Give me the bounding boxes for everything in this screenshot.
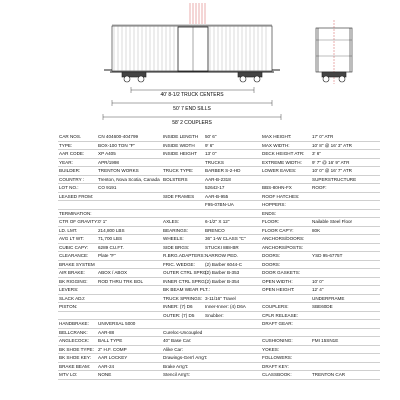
- spec-value: [311, 328, 380, 337]
- spec-value: [311, 209, 380, 218]
- spec-value: BOX-100 TON "F": [97, 141, 162, 150]
- spec-label: ENDS:: [261, 209, 311, 218]
- spec-value: 17' 0" ATR: [311, 133, 380, 141]
- spec-value: 50' 6": [204, 133, 261, 141]
- spec-label: AAR CODE:: [58, 150, 97, 159]
- spec-value: YSD 95-6775T: [311, 252, 380, 261]
- spec-label: SLACK ADJ:: [58, 294, 97, 303]
- spec-value: ABOX / ABOX: [97, 269, 162, 278]
- spec-value: AAR-24: [97, 362, 162, 371]
- spec-label: [261, 175, 311, 184]
- spec-value: 2" H.F. COMP: [97, 345, 162, 354]
- spec-value: AAR-B-955: [204, 192, 261, 201]
- spec-value: 71,700 LBS: [97, 235, 162, 244]
- spec-label: AXLES:: [162, 218, 204, 227]
- spec-value: (2) Barber B-353: [204, 269, 261, 278]
- spec-row: [58, 133, 380, 141]
- spec-value: SBE60DE: [311, 303, 380, 312]
- spec-label: SIDE FRAMES: [162, 192, 204, 201]
- spec-label: INSIDE HEIGHT: [162, 150, 204, 159]
- spec-label: [162, 201, 204, 210]
- spec-label: OPEN WIDTH:: [261, 277, 311, 286]
- spec-value: [311, 201, 380, 210]
- spec-value: 12' 4": [311, 286, 380, 295]
- spec-value: AAR-88: [97, 328, 162, 337]
- spec-label: FRIC. WEDGE:: [162, 260, 204, 269]
- spec-label: BBS-80HN-FX: [261, 184, 311, 193]
- spec-value: Inner-Inner: (4) D6A: [204, 303, 261, 312]
- spec-value: F95-07BN-UA: [204, 201, 261, 210]
- spec-label: COUPLERS:: [261, 303, 311, 312]
- spec-value: CN 404600-404799: [97, 133, 162, 141]
- spec-value: 214,800 LBS: [97, 226, 162, 235]
- spec-row: [58, 184, 380, 193]
- spec-value: [97, 192, 162, 201]
- spec-row: [58, 277, 380, 286]
- spec-label: FLOOR CAP'Y:: [261, 226, 311, 235]
- spec-row: [58, 286, 380, 295]
- side-elevation: [104, 25, 280, 82]
- spec-label: 40" Base Car:: [162, 337, 204, 346]
- spec-value: 10' 0": [311, 277, 380, 286]
- spec-label: DRAFT GEAR:: [261, 320, 311, 329]
- spec-value: [97, 311, 162, 320]
- spec-row: [58, 252, 380, 261]
- spec-label: ANGLECOCK:: [58, 337, 97, 346]
- spec-label: BK BEAM WEAR PLT.:: [163, 287, 210, 292]
- spec-value: [204, 320, 261, 329]
- spec-label: EXTREME WIDTH:: [261, 158, 311, 167]
- spec-label: Brake Arrg't:: [162, 362, 204, 371]
- spec-row: [58, 303, 380, 312]
- spec-label: [162, 209, 204, 218]
- spec-row: [58, 201, 380, 210]
- spec-label: LEASED FROM:: [58, 192, 97, 201]
- spec-label: INNER CTRL SPRG:: [163, 278, 206, 284]
- spec-label: Stencil Arrg't:: [162, 371, 204, 380]
- spec-label: INSIDE WIDTH: [162, 141, 204, 150]
- spec-value: 52642-17: [204, 184, 261, 193]
- spec-label: [58, 311, 97, 320]
- spec-value: XP A405: [97, 150, 162, 159]
- spec-label: Alike Car:: [162, 345, 204, 354]
- spec-label: BK SHOE KEY:: [58, 354, 97, 363]
- spec-label: DOOR GASKETS:: [261, 269, 311, 278]
- spec-label: BRAKE SYSTEM: [58, 260, 97, 269]
- spec-value: TRENTON WORKS: [97, 167, 162, 176]
- spec-row: [58, 320, 380, 329]
- spec-label: CAR NOS.: [58, 133, 97, 141]
- spec-label: [162, 158, 204, 167]
- spec-label: AIR BRAKE:: [58, 269, 97, 278]
- spec-label: MTV LO:: [58, 371, 97, 380]
- spec-label: HANDBRAKE:: [58, 320, 97, 329]
- spec-value: [97, 209, 162, 218]
- spec-label: BOLSTERS: [162, 175, 204, 184]
- spec-value: [311, 354, 380, 363]
- spec-label: BEARINGS:: [162, 226, 204, 235]
- spec-row: [58, 226, 380, 235]
- spec-label: WHEELS:: [162, 235, 204, 244]
- spec-value: ROD THRU TRK BOL: [97, 277, 162, 286]
- end-sills-label: 50' 7 END SILLS: [173, 106, 211, 112]
- spec-value: 9' 7" @ 16' 9" ATR: [311, 158, 380, 167]
- spec-value: [97, 303, 162, 312]
- spec-label: DOORS:: [261, 252, 311, 261]
- spec-value: 3-11/16" Travel: [204, 294, 261, 303]
- spec-value: [311, 243, 380, 252]
- spec-row: [58, 371, 380, 380]
- spec-label: OUTER CTRL SPRG:: [163, 270, 208, 275]
- spec-label: ROOF HATCHES:: [261, 192, 311, 201]
- spec-value: Plate "F": [97, 252, 162, 261]
- spec-value: 6-1/2" X 12": [204, 218, 261, 227]
- spec-label: DRAFT KEY:: [261, 362, 311, 371]
- spec-row: [58, 192, 380, 201]
- spec-value: NONE: [97, 371, 162, 380]
- spec-label: DOORS:: [261, 260, 311, 269]
- spec-label: CUBIC CAPY:: [58, 243, 97, 252]
- spec-row: [58, 167, 380, 176]
- spec-value: 10' 8" @ 16' 3" ATR: [311, 141, 380, 150]
- spec-value: [311, 269, 380, 278]
- spec-label: LOT NO.:: [58, 184, 97, 193]
- spec-row: [58, 311, 380, 320]
- spec-value: AAR-B-2318: [204, 175, 261, 184]
- truck-right: [238, 72, 262, 82]
- spec-label: ANCHORS/POSTS:: [261, 243, 311, 252]
- spec-value: (2) Barber B-354: [204, 277, 261, 286]
- spec-label: LD. LMT.: [58, 226, 97, 235]
- spec-value: TRENTON CAR: [311, 371, 380, 380]
- spec-label: HOPPERS:: [261, 201, 311, 210]
- spec-value: [204, 371, 261, 380]
- spec-label: TRUCK TYPE:: [162, 167, 204, 176]
- spec-value: [204, 209, 261, 218]
- spec-value: STUCKI 888-BR: [204, 243, 261, 252]
- spec-value: 13' 0": [204, 150, 261, 159]
- spec-row: [58, 141, 380, 150]
- spec-label: CLASSBOOK:: [261, 371, 311, 380]
- spec-value: TRUCKS: [204, 158, 261, 167]
- spec-label: CTR OF GRAVITY:: [59, 219, 99, 224]
- spec-value: [97, 294, 162, 303]
- spec-label: Cureloc-Uncoupled: [163, 329, 203, 335]
- spec-value: [204, 286, 261, 295]
- spec-value: [204, 328, 261, 337]
- spec-row: [58, 345, 380, 354]
- spec-label: FOLLOWERS:: [261, 354, 311, 363]
- spec-label: BK RIGGING:: [58, 277, 97, 286]
- spec-value: [311, 320, 380, 329]
- spec-value: FMI 15SN1E: [311, 337, 380, 346]
- spec-label: ANCHORS/DOORS:: [261, 235, 311, 244]
- spec-value: 9' 6": [204, 141, 261, 150]
- spec-value: [311, 192, 380, 201]
- spec-label: [261, 328, 311, 337]
- spec-label: BELLCRANK:: [58, 328, 97, 337]
- spec-row: [58, 354, 380, 363]
- spec-label: R.BRG.ADAPTERS:: [163, 253, 205, 258]
- spec-row: [58, 362, 380, 371]
- spec-value: (2) Barber 6044-C: [204, 260, 261, 269]
- spec-label: AVG LT WT:: [58, 235, 97, 244]
- spec-label: BRAKE BEAM:: [58, 362, 97, 371]
- spec-value: CO 9191: [97, 184, 162, 193]
- couplers-label: 58' 2 COUPLERS: [172, 120, 212, 126]
- spec-value: UNDERFRAME: [311, 294, 380, 303]
- spec-value: AAR LOCKEY: [97, 354, 162, 363]
- spec-label: [261, 294, 311, 303]
- spec-label: OUTER: (7) D5: [162, 311, 204, 320]
- spec-value: Trenton, Nova Scotia, Canada: [97, 175, 162, 184]
- spec-label: FLOOR:: [261, 218, 311, 227]
- spec-label: TERMINATION:: [58, 209, 97, 218]
- spec-value: BALL TYPE: [97, 337, 162, 346]
- spec-label: TRUCK SPRINGS:: [163, 295, 203, 301]
- spec-value: NARROW PED.: [204, 252, 261, 261]
- spec-value: 3' 6": [311, 150, 380, 159]
- spec-value: [97, 260, 162, 269]
- spec-row: [58, 235, 380, 244]
- spec-label: OPEN HEIGHT:: [261, 286, 311, 295]
- spec-label: CLEARANCE:: [58, 252, 97, 261]
- spec-label: INNER: (7) D6: [162, 303, 204, 312]
- spec-label: YOKES:: [261, 345, 311, 354]
- truck-centers-label: 40' 8-1/2 TRUCK CENTERS: [160, 92, 224, 98]
- spec-label: PISTON:: [58, 303, 97, 312]
- spec-label: YEAR:: [58, 158, 97, 167]
- spec-label: BK SHOE TYPE:: [58, 345, 97, 354]
- spec-value: [204, 337, 261, 346]
- spec-row: [58, 243, 380, 252]
- spec-row: [58, 260, 380, 269]
- spec-value: Snubber:: [204, 311, 261, 320]
- spec-value: SUPERSTRUCTURE: [311, 175, 380, 184]
- spec-value: [97, 286, 162, 295]
- spec-value: 0' 1": [97, 218, 162, 227]
- boxcar-drawing: [0, 0, 400, 135]
- spec-row: [58, 150, 380, 159]
- spec-value: APR/1998: [97, 158, 162, 167]
- spec-value: [311, 345, 380, 354]
- spec-label: CPLR RELEASE:: [261, 311, 311, 320]
- spec-row: [58, 158, 380, 167]
- spec-value: 80K: [311, 226, 380, 235]
- spec-value: [204, 362, 261, 371]
- spec-label: MAX HEIGHT:: [261, 133, 311, 141]
- spec-label: LEVERS:: [58, 286, 97, 295]
- spec-label: Drawings-Gen'l Arrg't:: [163, 355, 208, 360]
- spec-value: BRENCO: [204, 226, 261, 235]
- end-elevation: [316, 20, 352, 84]
- spec-value: [311, 235, 380, 244]
- spec-row: [58, 218, 380, 227]
- spec-value: ROOF:: [311, 184, 380, 193]
- spec-value: [311, 362, 380, 371]
- truck-left: [122, 72, 146, 82]
- spec-table: [58, 133, 380, 380]
- spec-label: TYPE:: [58, 141, 97, 150]
- spec-label: INSIDE LENGTH: [162, 133, 204, 141]
- spec-value: BARBER S-2-HD: [204, 167, 261, 176]
- spec-value: [204, 354, 261, 363]
- roof-detail: [190, 3, 205, 24]
- spec-label: MAX WIDTH:: [261, 141, 311, 150]
- spec-label: [162, 320, 204, 329]
- spec-label: SIDE BRGS:: [162, 243, 204, 252]
- spec-value: [311, 260, 380, 269]
- spec-label: LOWER EAVES:: [261, 167, 311, 176]
- spec-label: [162, 184, 204, 193]
- spec-row: [58, 175, 380, 184]
- spec-value: 6289 CU.FT.: [97, 243, 162, 252]
- spec-value: [311, 311, 380, 320]
- spec-row: [58, 269, 380, 278]
- spec-value: Nailable Steel Floor: [311, 218, 380, 227]
- spec-value: 36" 1-W CLASS "C": [204, 235, 261, 244]
- spec-value: [204, 345, 261, 354]
- spec-label: COUNTRY :: [58, 175, 97, 184]
- spec-value: [97, 201, 162, 210]
- spec-value: UNIVERSAL 5000: [97, 320, 162, 329]
- spec-label: CUSHIONING:: [261, 337, 311, 346]
- spec-value: 10' 0" @ 16' 7" ATR: [311, 167, 380, 176]
- spec-label: BUILDER:: [58, 167, 97, 176]
- spec-label: DECK HEIGHT ATR:: [261, 150, 311, 159]
- spec-row: [58, 209, 380, 218]
- spec-label: [58, 201, 97, 210]
- spec-row: [58, 328, 380, 337]
- spec-row: [58, 294, 380, 303]
- spec-row: [58, 337, 380, 346]
